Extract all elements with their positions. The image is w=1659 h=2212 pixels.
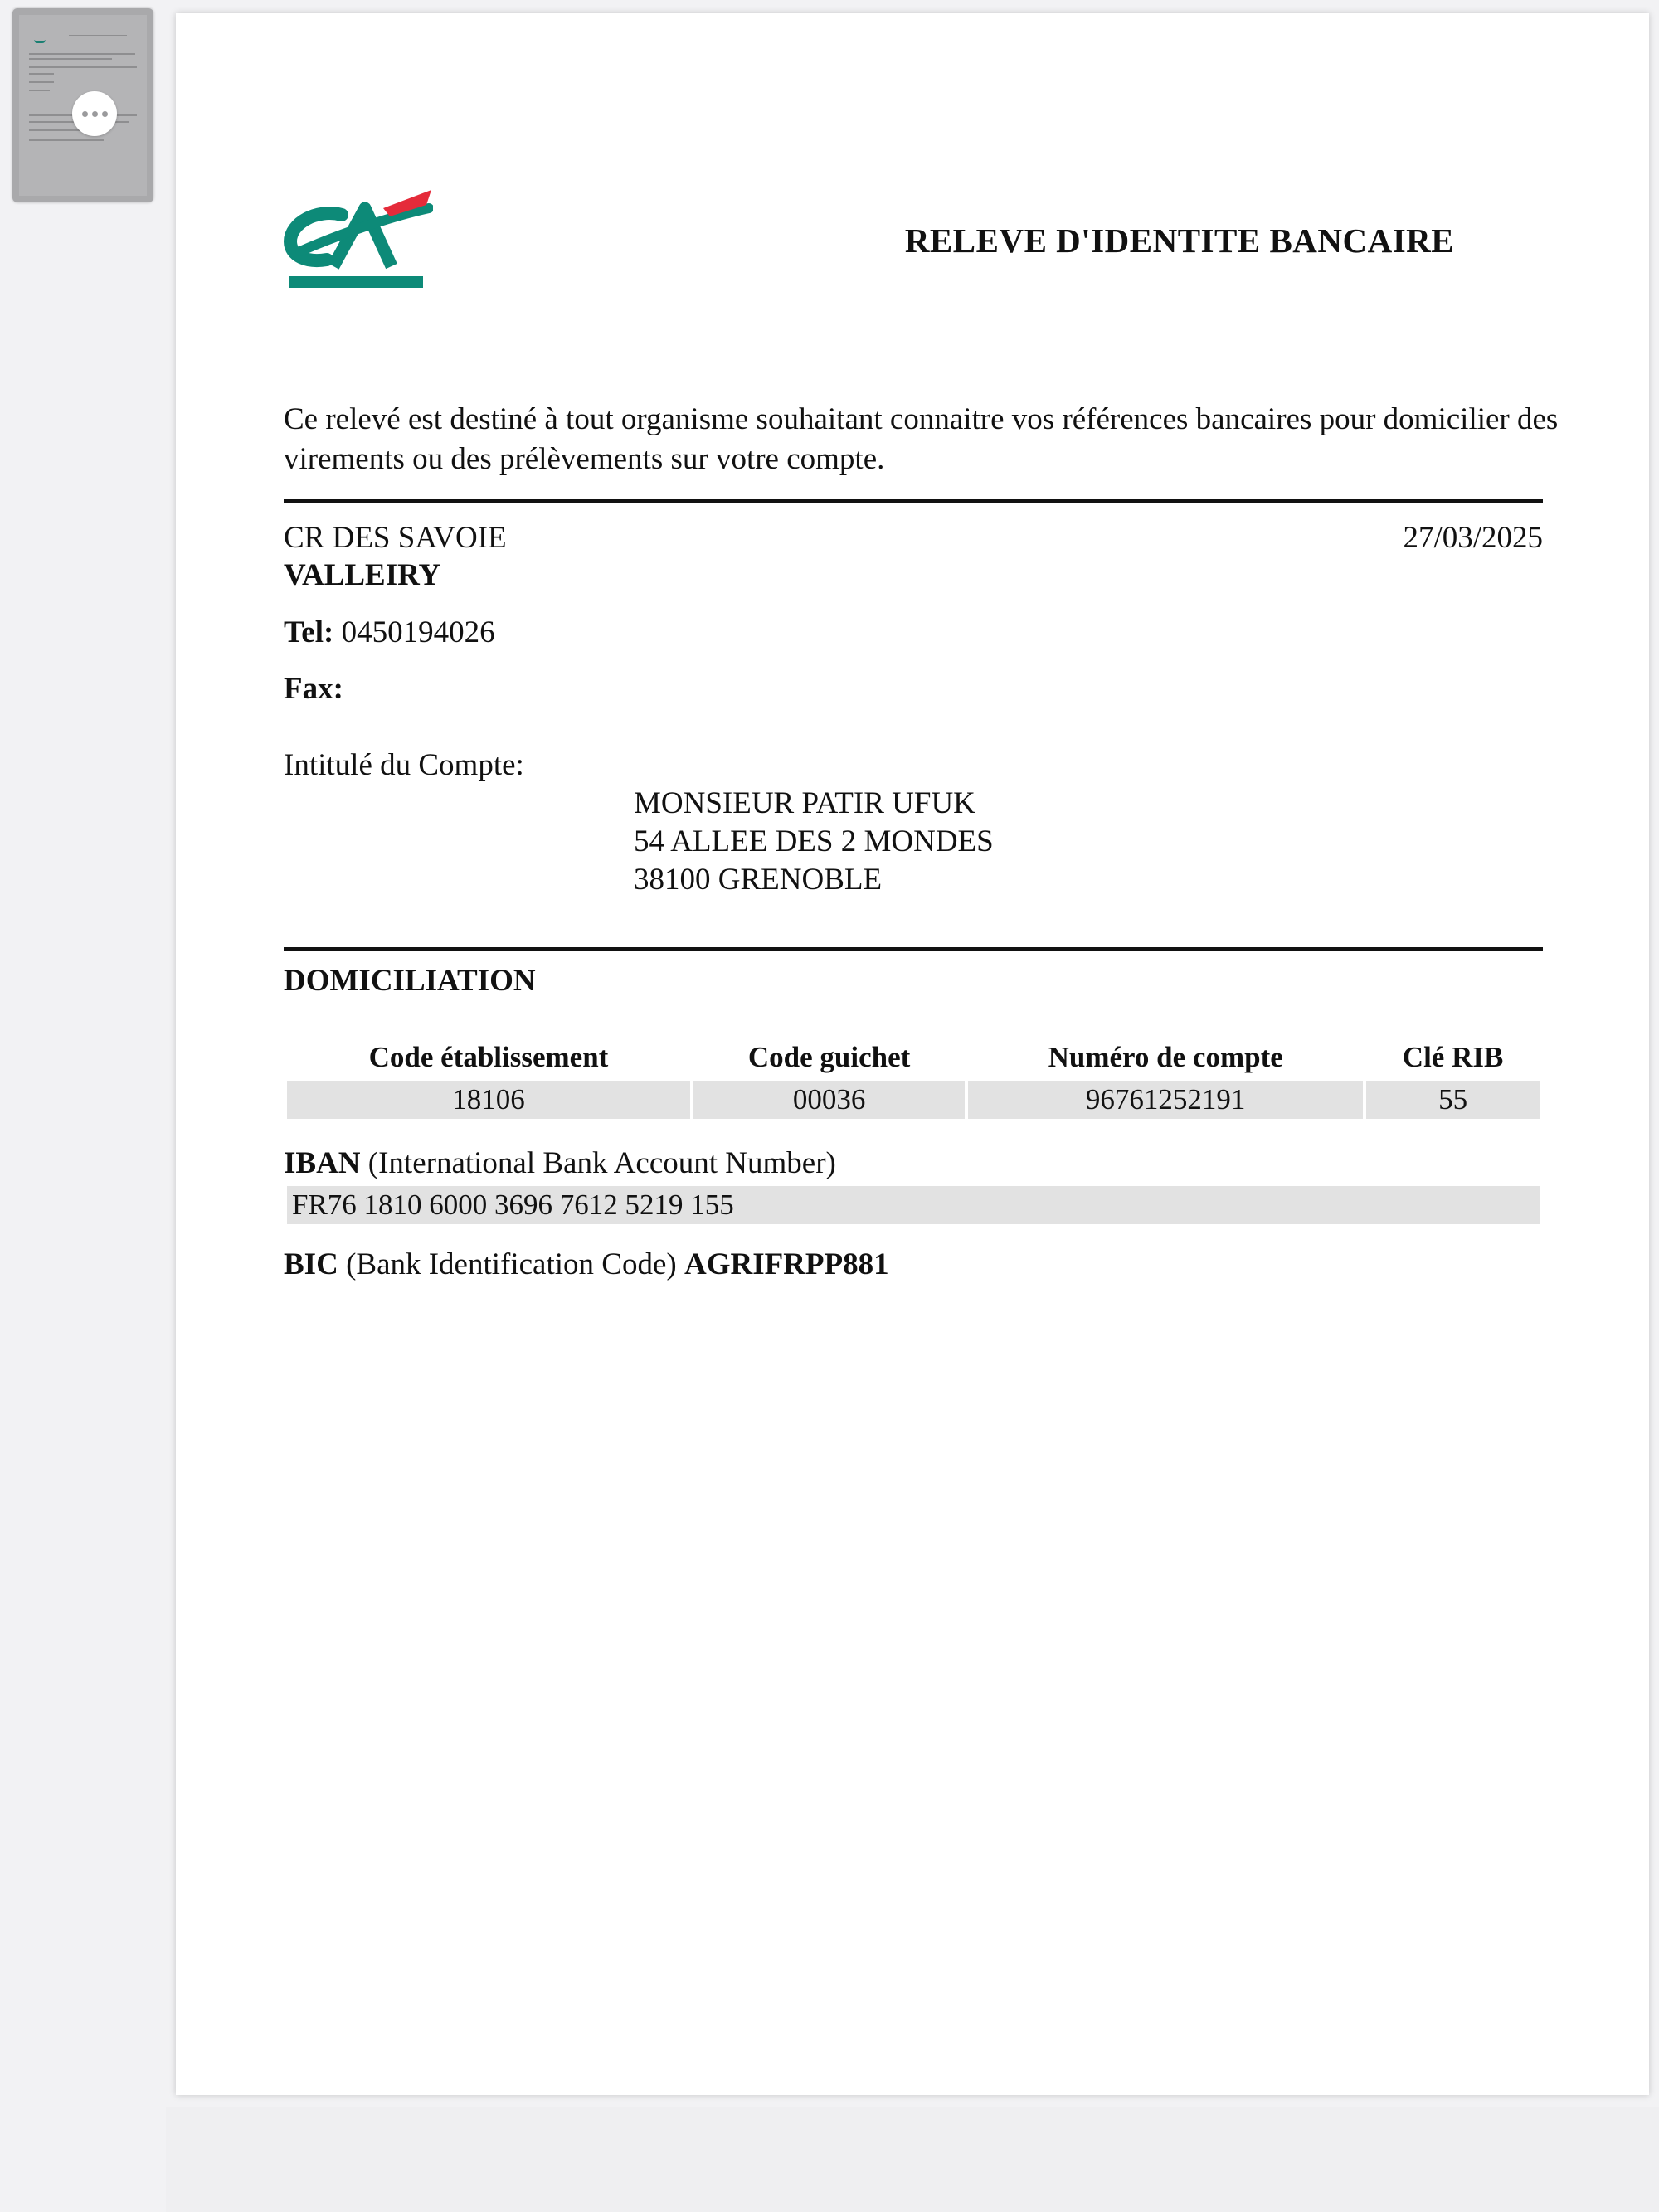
divider	[284, 947, 1543, 951]
document-page	[176, 13, 1649, 2095]
account-holder: MONSIEUR PATIR UFUK	[634, 786, 975, 820]
document-date: 27/03/2025	[1403, 521, 1543, 555]
more-options-button[interactable]	[72, 91, 117, 136]
page-thumbnail[interactable]	[12, 8, 153, 202]
table-header-row	[287, 1038, 1540, 1081]
ellipsis-dot-icon	[82, 111, 88, 117]
rib-key-cell: 55	[1366, 1081, 1540, 1119]
iban-value: FR76 1810 6000 3696 7612 5219 155	[287, 1186, 1540, 1224]
document-title: RELEVE D'IDENTITE BANCAIRE	[904, 221, 1455, 260]
ellipsis-dot-icon	[92, 111, 98, 117]
bic-description: (Bank Identification Code)	[346, 1247, 677, 1281]
domiciliation-table	[284, 1038, 1543, 1119]
bank-phone	[284, 614, 495, 652]
bic-value: AGRIFRPP881	[684, 1247, 889, 1281]
account-address-line2: 38100 GRENOBLE	[634, 863, 883, 897]
ellipsis-dot-icon	[102, 111, 108, 117]
thumbnail-logo-icon	[34, 33, 46, 43]
fax-label: Fax:	[284, 672, 343, 706]
iban-label: IBAN	[284, 1146, 361, 1180]
intro-paragraph: Ce relevé est destiné à tout organisme souhaitant connaitre vos références bancaires pour domicilier des virements ou des prélèvements sur votre compte.	[284, 402, 1559, 476]
column-header: Numéro de compte	[1048, 1041, 1283, 1073]
divider	[284, 499, 1543, 503]
viewer-background	[166, 2107, 1659, 2212]
bic-label: BIC	[284, 1247, 338, 1281]
bank-fax	[284, 670, 343, 708]
iban-label-line	[284, 1145, 836, 1183]
bic-line	[284, 1246, 889, 1284]
credit-agricole-logo-icon	[284, 183, 433, 295]
column-header: Code guichet	[747, 1041, 911, 1073]
bank-code-cell: 18106	[287, 1081, 690, 1119]
phone-value: 0450194026	[341, 615, 495, 649]
domiciliation-heading: DOMICILIATION	[284, 964, 536, 998]
account-number-cell: 96761252191	[968, 1081, 1363, 1119]
branch-code-cell: 00036	[693, 1081, 965, 1119]
bank-branch: VALLEIRY	[284, 558, 441, 592]
account-address-line1: 54 ALLEE DES 2 MONDES	[634, 824, 994, 858]
bank-name: CR DES SAVOIE	[284, 521, 507, 555]
iban-description: (International Bank Account Number)	[367, 1146, 836, 1180]
phone-label: Tel:	[284, 615, 334, 649]
page-thumbnail-sidebar	[0, 0, 166, 2212]
account-label: Intitulé du Compte:	[284, 748, 524, 782]
column-header: Clé RIB	[1402, 1041, 1504, 1073]
column-header: Code établissement	[368, 1041, 609, 1073]
table-row	[287, 1081, 1540, 1119]
